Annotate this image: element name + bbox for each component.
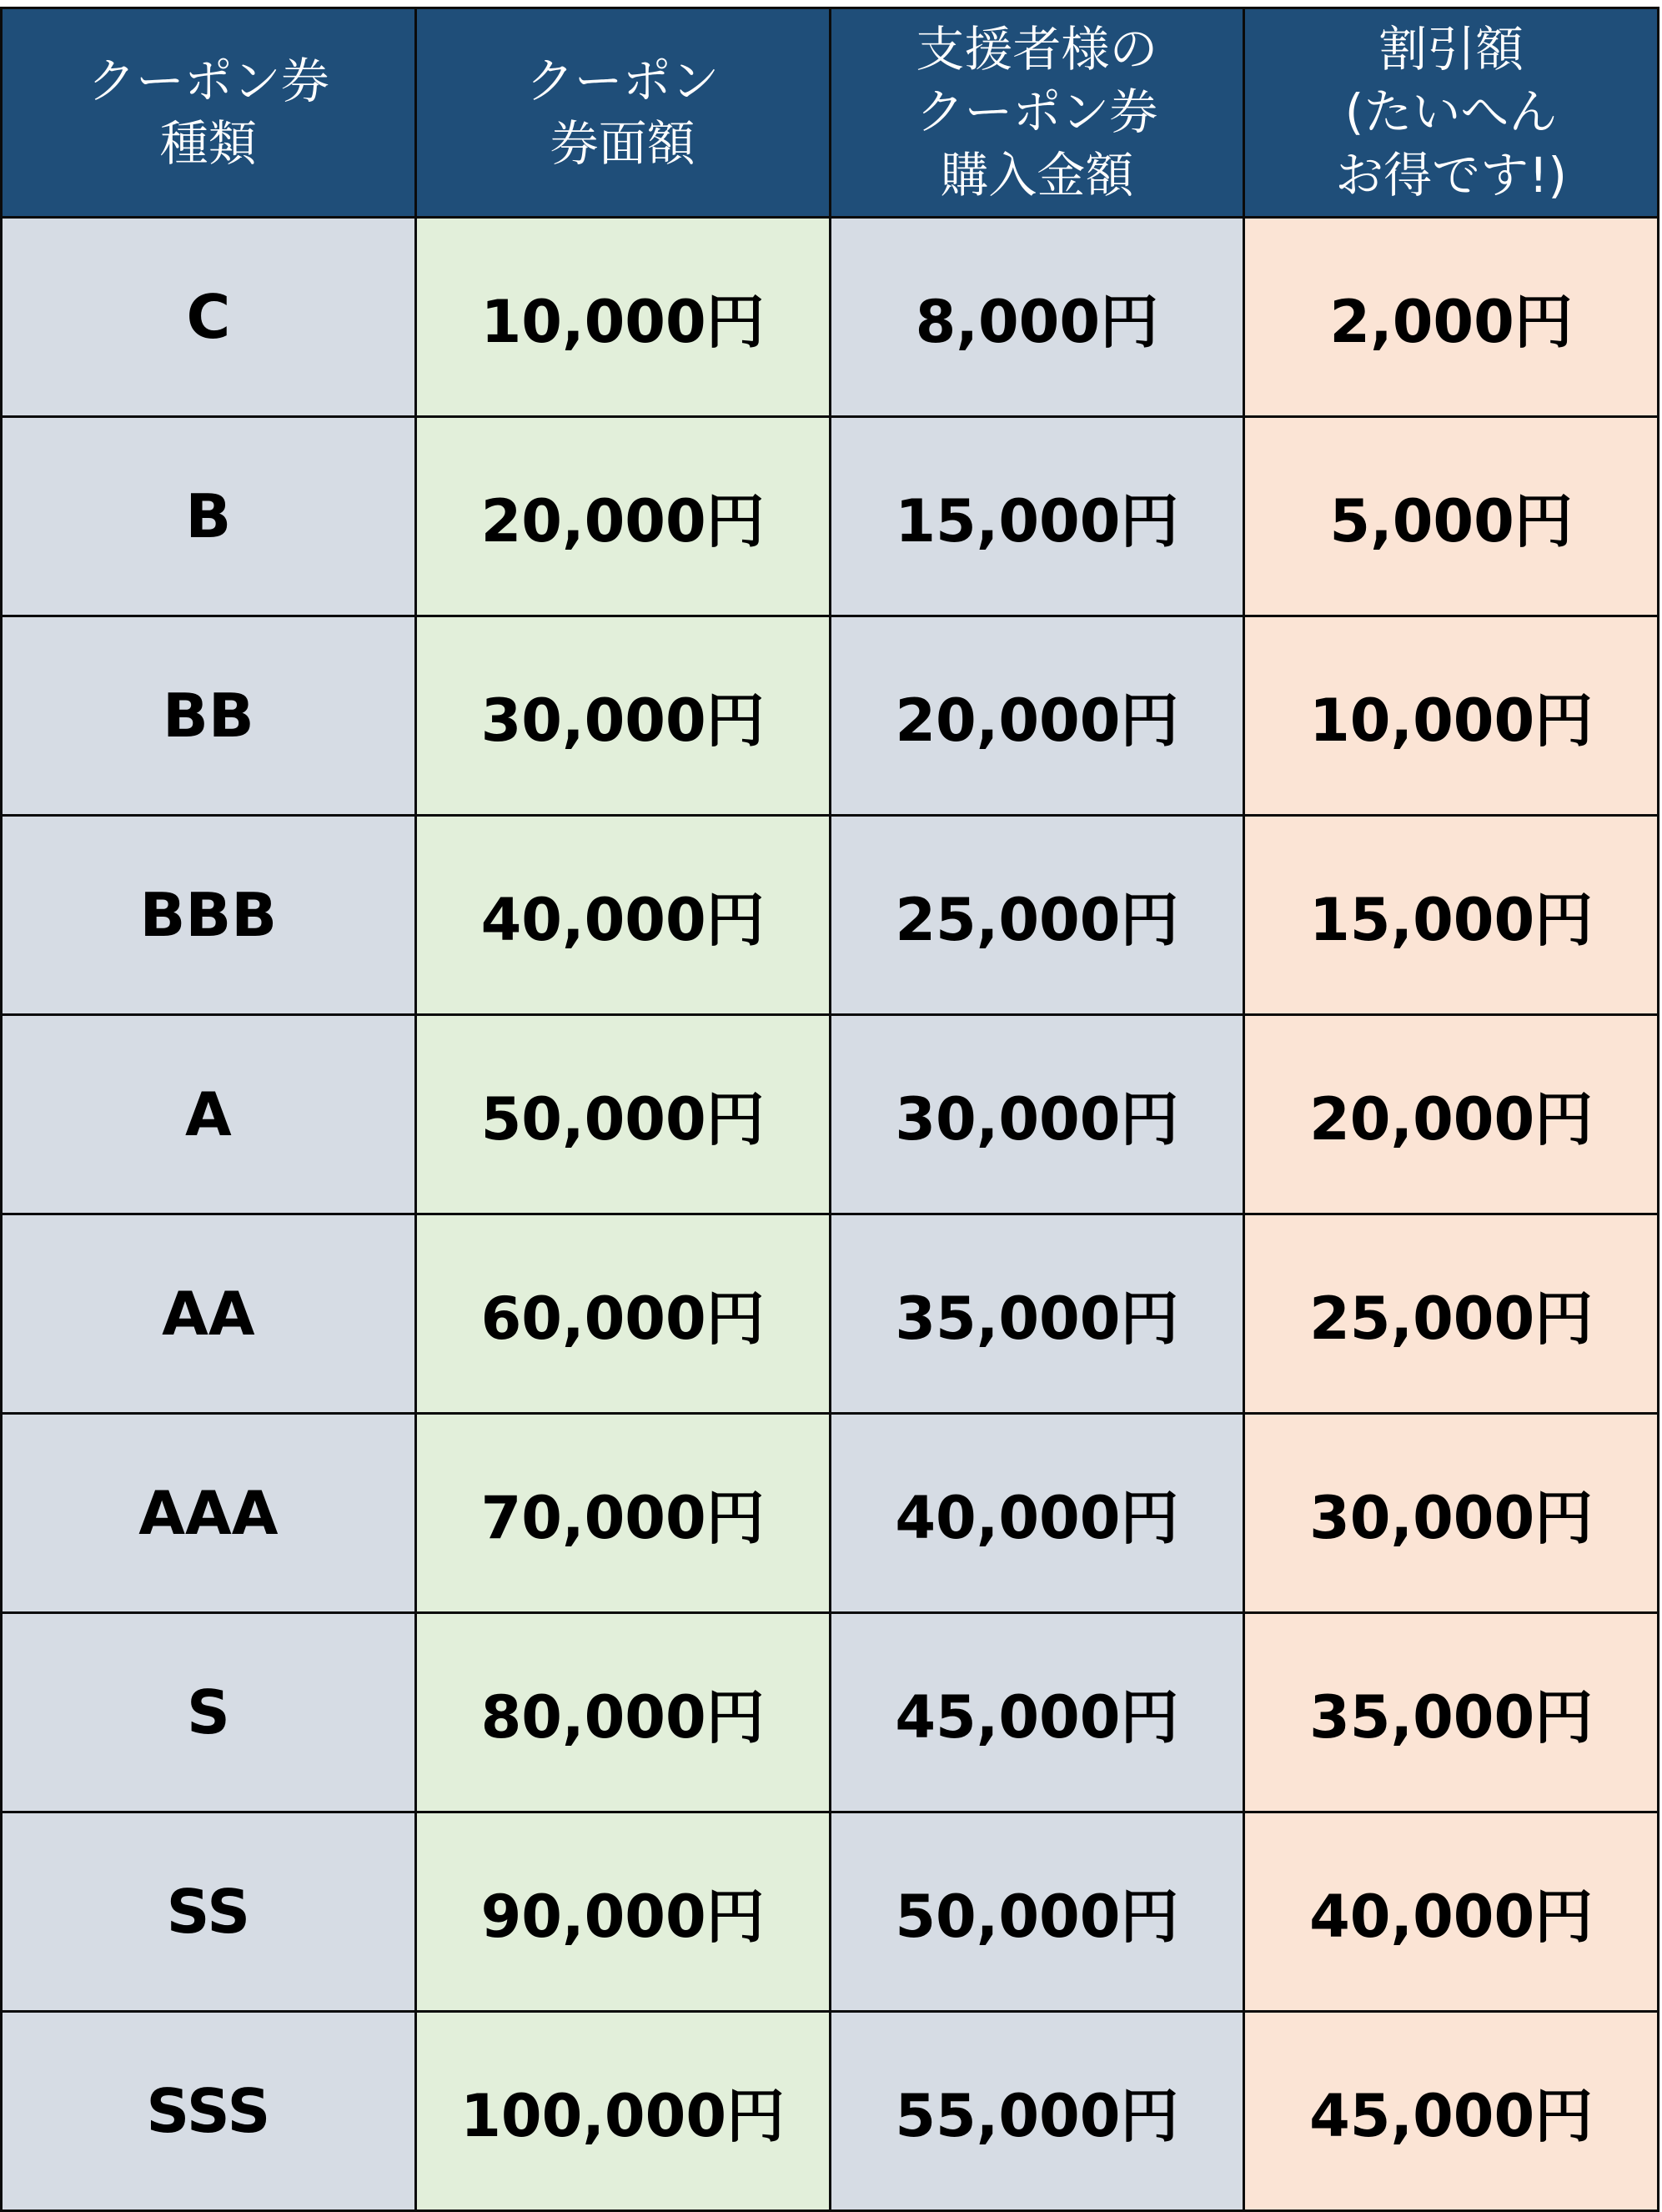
table-row bbox=[2, 1015, 1659, 1214]
cell-purchase-price: 30,000円 bbox=[830, 1015, 1244, 1214]
table-header bbox=[2, 8, 1659, 218]
table-body bbox=[2, 218, 1659, 2211]
cell-discount: 15,000円 bbox=[1244, 816, 1659, 1015]
header-line: 券面額 bbox=[550, 115, 695, 172]
cell-coupon-type: SSS bbox=[2, 2012, 416, 2211]
cell-face-value: 20,000円 bbox=[415, 417, 830, 616]
cell-face-value: 60,000円 bbox=[415, 1214, 830, 1414]
cell-purchase-price: 50,000円 bbox=[830, 1812, 1244, 2012]
cell-discount: 5,000円 bbox=[1244, 417, 1659, 616]
cell-purchase-price: 45,000円 bbox=[830, 1613, 1244, 1812]
cell-purchase-price: 55,000円 bbox=[830, 2012, 1244, 2211]
header-purchase-price bbox=[830, 8, 1244, 218]
cell-purchase-price: 35,000円 bbox=[830, 1214, 1244, 1414]
cell-face-value: 80,000円 bbox=[415, 1613, 830, 1812]
header-line: クーポン券 bbox=[916, 83, 1158, 141]
header-line: 割引額 bbox=[1378, 20, 1524, 78]
table-row bbox=[2, 1214, 1659, 1414]
table-row bbox=[2, 218, 1659, 417]
header-line: 支援者様の bbox=[916, 20, 1158, 78]
cell-purchase-price: 8,000円 bbox=[830, 218, 1244, 417]
cell-face-value: 50,000円 bbox=[415, 1015, 830, 1214]
table-row bbox=[2, 1414, 1659, 1613]
cell-discount: 35,000円 bbox=[1244, 1613, 1659, 1812]
cell-coupon-type: BBB bbox=[2, 816, 416, 1015]
cell-coupon-type: BB bbox=[2, 616, 416, 816]
cell-coupon-type: S bbox=[2, 1613, 416, 1812]
cell-face-value: 30,000円 bbox=[415, 616, 830, 816]
cell-face-value: 70,000円 bbox=[415, 1414, 830, 1613]
cell-discount: 10,000円 bbox=[1244, 616, 1659, 816]
cell-face-value: 40,000円 bbox=[415, 816, 830, 1015]
cell-face-value: 90,000円 bbox=[415, 1812, 830, 2012]
table-row bbox=[2, 2012, 1659, 2211]
table-row bbox=[2, 816, 1659, 1015]
cell-purchase-price: 15,000円 bbox=[830, 417, 1244, 616]
cell-face-value: 10,000円 bbox=[415, 218, 830, 417]
coupon-table bbox=[0, 7, 1659, 2212]
header-line: (たいへん bbox=[1344, 83, 1558, 141]
table-row bbox=[2, 616, 1659, 816]
cell-coupon-type: AA bbox=[2, 1214, 416, 1414]
cell-coupon-type: SS bbox=[2, 1812, 416, 2012]
cell-coupon-type: AAA bbox=[2, 1414, 416, 1613]
header-line: 種類 bbox=[159, 115, 257, 172]
cell-discount: 40,000円 bbox=[1244, 1812, 1659, 2012]
table-row bbox=[2, 417, 1659, 616]
cell-face-value: 100,000円 bbox=[415, 2012, 830, 2211]
header-line: 購入金額 bbox=[940, 146, 1134, 204]
cell-discount: 2,000円 bbox=[1244, 218, 1659, 417]
header-face-value bbox=[415, 8, 830, 218]
cell-discount: 20,000円 bbox=[1244, 1015, 1659, 1214]
cell-purchase-price: 40,000円 bbox=[830, 1414, 1244, 1613]
header-coupon-type bbox=[2, 8, 416, 218]
header-line: お得です!) bbox=[1335, 146, 1568, 204]
header-row bbox=[2, 8, 1659, 218]
header-discount bbox=[1244, 8, 1659, 218]
cell-purchase-price: 25,000円 bbox=[830, 816, 1244, 1015]
cell-discount: 30,000円 bbox=[1244, 1414, 1659, 1613]
table-row bbox=[2, 1812, 1659, 2012]
header-line: クーポン券 bbox=[87, 52, 329, 109]
cell-coupon-type: C bbox=[2, 218, 416, 417]
cell-coupon-type: A bbox=[2, 1015, 416, 1214]
cell-discount: 25,000円 bbox=[1244, 1214, 1659, 1414]
header-line: クーポン bbox=[525, 52, 720, 109]
cell-discount: 45,000円 bbox=[1244, 2012, 1659, 2211]
cell-coupon-type: B bbox=[2, 417, 416, 616]
table-row bbox=[2, 1613, 1659, 1812]
cell-purchase-price: 20,000円 bbox=[830, 616, 1244, 816]
